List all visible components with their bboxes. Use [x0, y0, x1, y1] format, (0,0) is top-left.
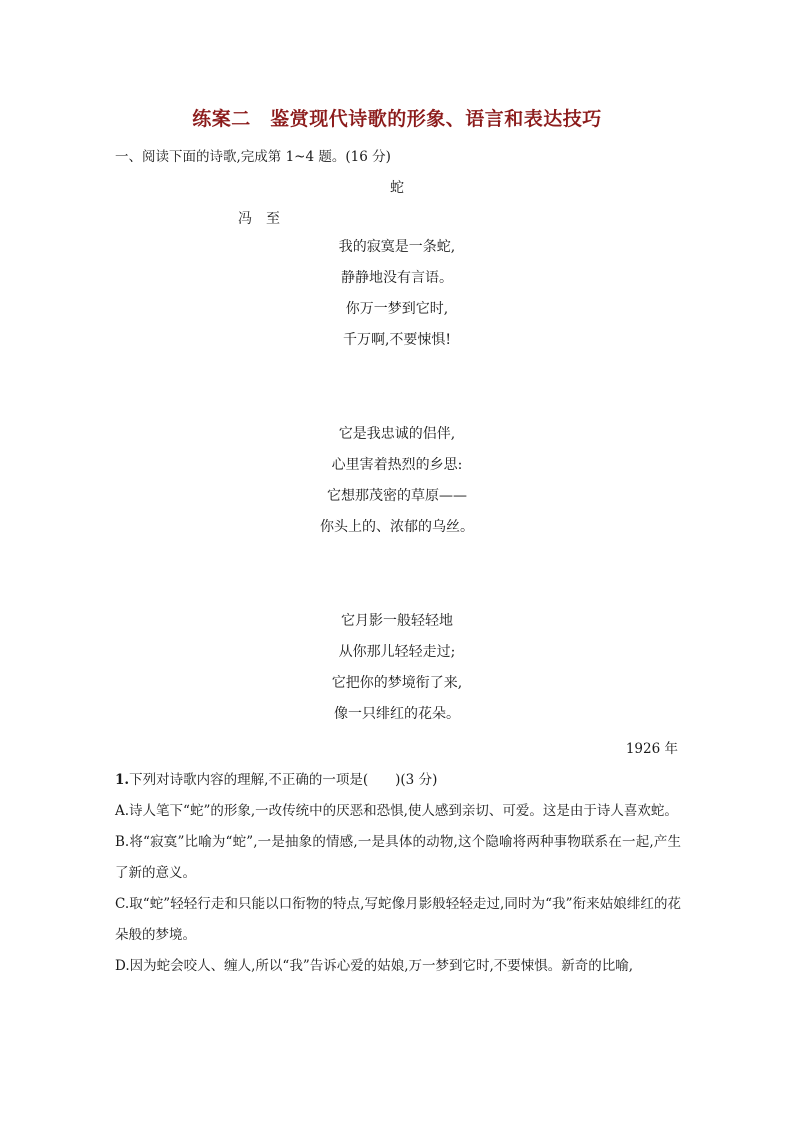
poem-line: 它想那茂密的草原——: [327, 488, 467, 504]
poem-line: 千万啊,不要悚惧!: [342, 332, 452, 348]
poem-line: 它月影一般轻轻地: [341, 613, 453, 629]
poem-line: 它把你的梦境衔了来,: [331, 675, 463, 691]
question-number: 1.: [115, 772, 130, 788]
question-text: 下列对诗歌内容的理解,不正确的一项是( )(3 分): [129, 772, 438, 788]
section-instruction: 一、阅读下面的诗歌,完成第 1~4 题。(16 分): [115, 149, 391, 165]
poem-line: 我的寂寞是一条蛇,: [338, 239, 456, 255]
option-d: D.因为蛇会咬人、缠人,所以“我”告诉心爱的姑娘,万一梦到它时,不要悚惧。新奇的比喻,: [115, 958, 634, 974]
question-stem: [115, 765, 681, 796]
poem-line: 心里害着热烈的乡思:: [331, 457, 463, 473]
poem-stanza: [0, 232, 794, 356]
question-block: [115, 765, 681, 982]
poem-stanza: [0, 606, 794, 730]
poem-author: 冯 至: [238, 211, 280, 227]
poem-line: 它是我忠诚的侣伴,: [338, 426, 456, 442]
poem-line: 静静地没有言语。: [341, 270, 453, 286]
poem-line: 从你那儿轻轻走过;: [338, 644, 456, 660]
poem-stanza: [0, 419, 794, 543]
option-a: A.诗人笔下“蛇”的形象,一改传统中的厌恶和恐惧,使人感到亲切、可爱。这是由于诗人喜欢蛇。: [115, 803, 678, 819]
option-b: B.将“寂寞”比喻为“蛇”,一是抽象的情感,一是具体的动物,这个隐喻将两种事物联系在一起,产生了新的意义。: [115, 834, 681, 881]
option-c: C.取“蛇”轻轻行走和只能以口衔物的特点,写蛇像月影般轻轻走过,同时为“我”衔来姑娘绯红的花朵般的梦境。: [115, 896, 681, 943]
poem-date: 1926 年: [625, 741, 678, 757]
poem-title: 蛇: [390, 180, 404, 196]
poem-line: 你万一梦到它时,: [345, 301, 449, 317]
poem-line: 像一只绯红的花朵。: [334, 706, 460, 722]
document-title: 练案二 鉴赏现代诗歌的形象、语言和表达技巧: [192, 108, 602, 130]
poem-line: 你头上的、浓郁的乌丝。: [320, 519, 474, 535]
